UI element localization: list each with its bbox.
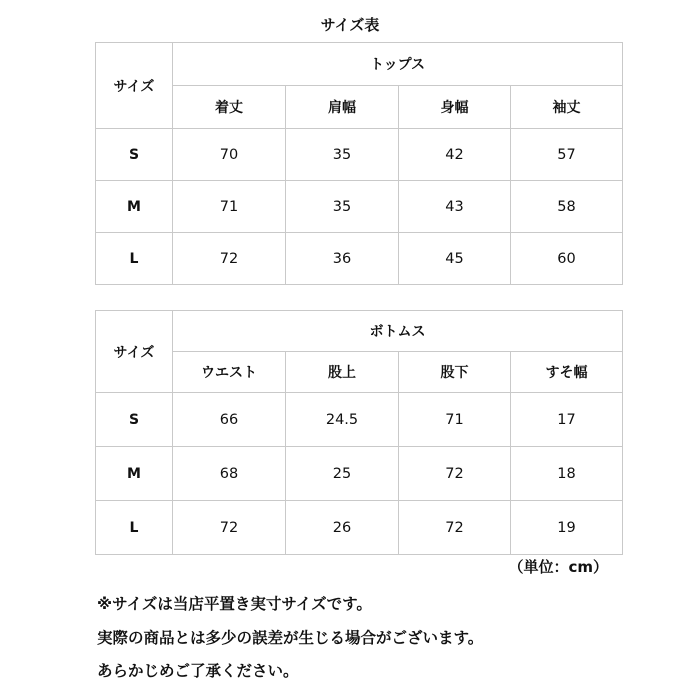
column-header-rise: 股上 xyxy=(286,352,399,393)
note-line: ※サイズは当店平置き実寸サイズです。 xyxy=(97,595,372,613)
value-cell: 71 xyxy=(173,181,286,233)
column-header-sleeve: 袖丈 xyxy=(511,86,623,129)
value-cell: 17 xyxy=(511,393,623,447)
value-cell: 19 xyxy=(511,501,623,555)
value-cell: 72 xyxy=(399,447,511,501)
size-cell: L xyxy=(96,501,173,555)
column-header-hem-width: すそ幅 xyxy=(511,352,623,393)
value-cell: 43 xyxy=(399,181,511,233)
table-row xyxy=(96,233,623,285)
value-cell: 72 xyxy=(173,233,286,285)
note-line: 実際の商品とは多少の誤差が生じる場合がございます。 xyxy=(97,629,484,647)
size-cell: M xyxy=(96,447,173,501)
value-cell: 45 xyxy=(399,233,511,285)
value-cell: 36 xyxy=(286,233,399,285)
bottoms-group-header: ボトムス xyxy=(173,311,623,352)
tops-group-header: トップス xyxy=(173,43,623,86)
value-cell: 70 xyxy=(173,129,286,181)
value-cell: 25 xyxy=(286,447,399,501)
column-header-waist: ウエスト xyxy=(173,352,286,393)
value-cell: 60 xyxy=(511,233,623,285)
bottoms-size-table xyxy=(95,310,623,555)
value-cell: 18 xyxy=(511,447,623,501)
size-cell: S xyxy=(96,129,173,181)
value-cell: 71 xyxy=(399,393,511,447)
value-cell: 42 xyxy=(399,129,511,181)
value-cell: 66 xyxy=(173,393,286,447)
size-cell: M xyxy=(96,181,173,233)
table-row xyxy=(96,129,623,181)
size-header: サイズ xyxy=(96,43,173,129)
table-row xyxy=(96,181,623,233)
page-title: サイズ表 xyxy=(320,16,380,34)
table-row xyxy=(96,393,623,447)
size-cell: L xyxy=(96,233,173,285)
tops-size-table xyxy=(95,42,623,285)
column-header-length: 着丈 xyxy=(173,86,286,129)
value-cell: 35 xyxy=(286,181,399,233)
unit-note: （単位：cm） xyxy=(508,558,608,576)
column-header-inseam: 股下 xyxy=(399,352,511,393)
size-header: サイズ xyxy=(96,311,173,393)
value-cell: 35 xyxy=(286,129,399,181)
table-row xyxy=(96,501,623,555)
value-cell: 58 xyxy=(511,181,623,233)
column-header-shoulder: 肩幅 xyxy=(286,86,399,129)
column-header-chest: 身幅 xyxy=(399,86,511,129)
value-cell: 72 xyxy=(173,501,286,555)
value-cell: 72 xyxy=(399,501,511,555)
value-cell: 68 xyxy=(173,447,286,501)
value-cell: 26 xyxy=(286,501,399,555)
note-line: あらかじめご了承ください。 xyxy=(97,662,299,680)
value-cell: 57 xyxy=(511,129,623,181)
size-cell: S xyxy=(96,393,173,447)
table-row xyxy=(96,447,623,501)
value-cell: 24.5 xyxy=(286,393,399,447)
